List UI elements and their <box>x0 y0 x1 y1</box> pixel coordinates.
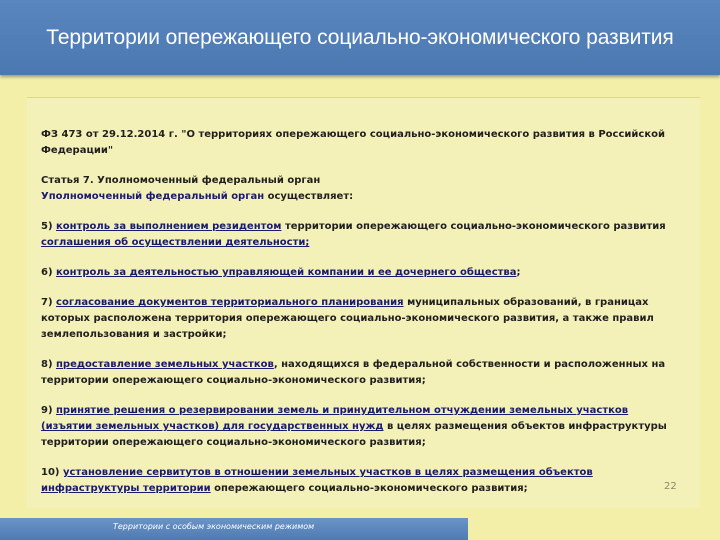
list-item-10 <box>41 465 681 497</box>
item-number: 10) <box>41 467 63 478</box>
item-link[interactable]: соглашения об осуществлении деятельности; <box>41 237 310 248</box>
item-text: опережающего социально-экономического развития; <box>210 483 528 494</box>
item-text: муниципальных образований, в границах которых расположена территория опережающего социально-экономического развития, а также правил землепользования и застройки; <box>41 297 654 340</box>
item-number: 5) <box>41 221 57 232</box>
list-item-5 <box>41 219 681 251</box>
article-block <box>41 173 681 205</box>
item-link[interactable]: установление сервитутов в отношении земельных участков в целях размещения объектов инфраструктуры территории <box>41 467 593 494</box>
authority-name: Уполномоченный федеральный орган <box>41 191 265 202</box>
item-link[interactable]: предоставление земельных участков <box>56 359 274 370</box>
item-number: 8) <box>41 359 57 370</box>
item-number: 6) <box>41 267 57 278</box>
authority-rest: осуществляет: <box>264 191 354 202</box>
item-text: , находящихся в федеральной собственности и расположенных на территории опережающего социально-экономического развития; <box>41 359 666 386</box>
page-title: Территории опережающего социально-экономического развития <box>46 26 674 49</box>
list-item-9 <box>41 403 681 451</box>
list-item-6 <box>41 265 681 281</box>
law-reference: ФЗ 473 от 29.12.2014 г. "О территориях опережающего социально-экономического развития в Российской Федерации" <box>41 129 665 156</box>
item-number: 9) <box>41 405 57 416</box>
item-link[interactable]: контроль за выполнением резидентом <box>56 221 282 232</box>
item-number: 7) <box>41 297 57 308</box>
list-item-7 <box>41 295 681 343</box>
document-body <box>41 127 681 511</box>
item-link[interactable]: принятие решения о резервировании земель и принудительном отчуждении земельных участков (изъятии земельных участков) для государственных нужд <box>41 405 629 432</box>
page-number: 22 <box>664 481 677 492</box>
item-text: территории опережающего социально-экономического развития <box>281 221 666 232</box>
item-text: ; <box>516 267 521 278</box>
footer-caption: Территории с особым экономическим режимом <box>113 522 315 531</box>
list-item-8 <box>41 357 681 389</box>
article-title: Статья 7. Уполномоченный федеральный орган <box>41 175 321 186</box>
item-text: в целях размещения объектов инфраструктуры территории опережающего социально-экономического развития; <box>41 421 667 448</box>
item-link[interactable]: согласование документов территориального планирования <box>56 297 404 308</box>
item-link[interactable]: контроль за деятельностью управляющей компании и ее дочернего общества <box>56 267 517 278</box>
